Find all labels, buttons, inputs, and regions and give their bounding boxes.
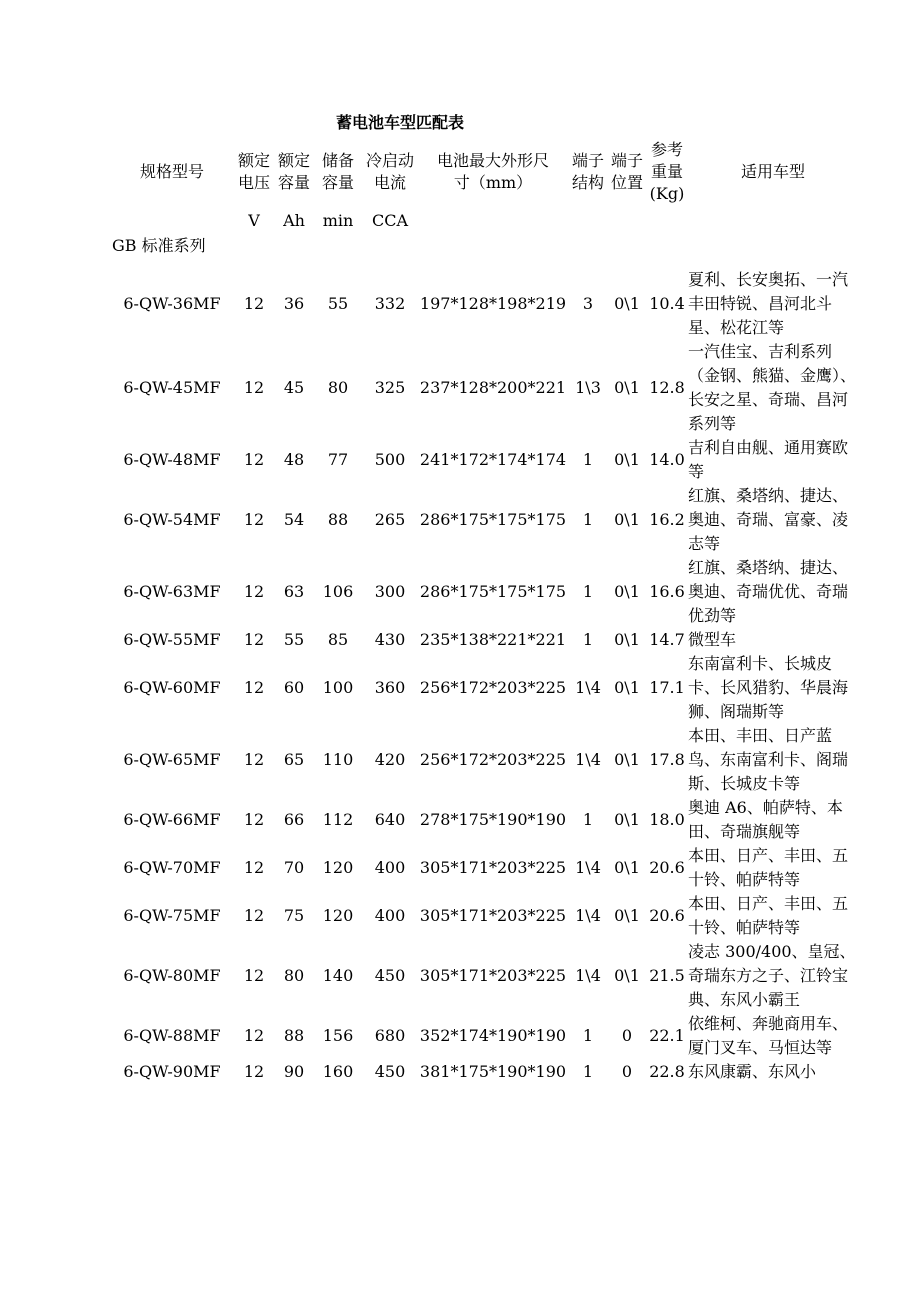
cell-structure: 1	[582, 450, 594, 469]
header-cca	[362, 136, 418, 208]
header-terminal-position	[608, 136, 646, 208]
cell-voltage: 12	[243, 750, 265, 769]
header-weight-line1: 参考	[650, 140, 683, 159]
cell-model: 6-QW-55MF	[123, 630, 221, 649]
cell-weight: 14.0	[649, 450, 685, 469]
cell-cca: 400	[374, 906, 406, 925]
units-row	[110, 208, 858, 234]
cell-structure: 1\4	[575, 678, 601, 697]
cell-reserve: 160	[322, 1062, 354, 1081]
cell-weight: 16.2	[649, 510, 685, 529]
cell-structure: 1\4	[575, 858, 601, 877]
header-voltage-line1: 额定	[237, 151, 270, 170]
cell-voltage: 12	[243, 1026, 265, 1045]
cell-voltage: 12	[243, 810, 265, 829]
header-capacity-line2: 容量	[277, 173, 310, 192]
cell-capacity: 88	[283, 1026, 305, 1045]
table-row	[110, 484, 858, 556]
header-weight-line2: 重量	[650, 162, 683, 181]
cell-weight: 10.4	[649, 294, 685, 313]
cell-position: 0\1	[614, 750, 640, 769]
table-row	[110, 940, 858, 1012]
cell-position: 0	[621, 1026, 633, 1045]
cell-capacity: 65	[283, 750, 305, 769]
cell-model: 6-QW-88MF	[123, 1026, 221, 1045]
cell-cca: 360	[374, 678, 406, 697]
cell-dimension: 286*175*175*175	[419, 510, 567, 529]
header-vehicles-label: 适用车型	[740, 162, 805, 181]
cell-vehicles: 本田、日产、丰田、五十铃、帕萨特等	[688, 894, 849, 937]
cell-reserve: 106	[322, 582, 354, 601]
cell-weight: 20.6	[649, 906, 685, 925]
header-model-label: 规格型号	[139, 162, 204, 181]
cell-position: 0\1	[614, 582, 640, 601]
units-rest-empty	[418, 208, 858, 234]
table-row	[110, 892, 858, 940]
cell-position: 0\1	[614, 378, 640, 397]
header-voltage-line2: 电压	[237, 173, 270, 192]
cell-dimension: 381*175*190*190	[419, 1062, 567, 1081]
cell-cca: 430	[374, 630, 406, 649]
header-reserve	[314, 136, 362, 208]
cell-vehicles: 一汽佳宝、吉利系列（金钢、熊猫、金鹰）、长安之星、奇瑞、昌河系列等	[688, 342, 857, 433]
cell-cca: 680	[374, 1026, 406, 1045]
cell-structure: 1\4	[575, 966, 601, 985]
cell-cca: 300	[374, 582, 406, 601]
cell-position: 0\1	[614, 630, 640, 649]
cell-weight: 16.6	[649, 582, 685, 601]
cell-weight: 22.8	[649, 1062, 685, 1081]
header-terminal-position-line2: 位置	[610, 173, 643, 192]
cell-weight: 22.1	[649, 1026, 685, 1045]
cell-structure: 1\4	[575, 750, 601, 769]
cell-dimension: 305*171*203*225	[419, 966, 567, 985]
cell-vehicles: 凌志 300/400、皇冠、奇瑞东方之子、江铃宝典、东风小霸王	[688, 942, 856, 1009]
cell-voltage: 12	[243, 378, 265, 397]
cell-capacity: 66	[283, 810, 305, 829]
cell-model: 6-QW-70MF	[123, 858, 221, 877]
header-weight-line3: (Kg)	[649, 184, 685, 203]
cell-structure: 1	[582, 1026, 594, 1045]
table-row	[110, 844, 858, 892]
cell-vehicles: 东南富利卡、长城皮卡、长风猎豹、华晨海狮、阁瑞斯等	[688, 654, 849, 721]
header-row	[110, 136, 858, 208]
table-row	[110, 796, 858, 844]
header-terminal-structure-line1: 端子	[571, 151, 604, 170]
cell-cca: 450	[374, 1062, 406, 1081]
cell-weight: 17.8	[649, 750, 685, 769]
cell-reserve: 110	[322, 750, 354, 769]
cell-cca: 450	[374, 966, 406, 985]
cell-vehicles: 微型车	[688, 630, 737, 649]
cell-cca: 420	[374, 750, 406, 769]
table-row	[110, 1060, 858, 1084]
cell-weight: 12.8	[649, 378, 685, 397]
cell-position: 0\1	[614, 678, 640, 697]
header-terminal-structure-line2: 结构	[571, 173, 604, 192]
cell-capacity: 45	[283, 378, 305, 397]
cell-model: 6-QW-63MF	[123, 582, 221, 601]
unit-capacity: Ah	[283, 211, 305, 230]
table-row	[110, 1012, 858, 1060]
cell-structure: 1	[582, 582, 594, 601]
cell-reserve: 80	[327, 378, 349, 397]
cell-structure: 1\3	[575, 378, 601, 397]
cell-voltage: 12	[243, 678, 265, 697]
cell-model: 6-QW-90MF	[123, 1062, 221, 1081]
cell-voltage: 12	[243, 858, 265, 877]
cell-capacity: 36	[283, 294, 305, 313]
cell-structure: 1	[582, 810, 594, 829]
cell-weight: 18.0	[649, 810, 685, 829]
cell-reserve: 140	[322, 966, 354, 985]
cell-voltage: 12	[243, 510, 265, 529]
cell-capacity: 60	[283, 678, 305, 697]
cell-voltage: 12	[243, 450, 265, 469]
table-body	[110, 234, 858, 1084]
header-capacity-line1: 额定	[277, 151, 310, 170]
cell-structure: 3	[582, 294, 594, 313]
cell-capacity: 54	[283, 510, 305, 529]
cell-cca: 500	[374, 450, 406, 469]
header-weight	[646, 136, 688, 208]
table-row	[110, 724, 858, 796]
header-voltage	[234, 136, 274, 208]
cell-capacity: 80	[283, 966, 305, 985]
cell-model: 6-QW-54MF	[123, 510, 221, 529]
cell-dimension: 197*128*198*219	[419, 294, 567, 313]
cell-structure: 1	[582, 1062, 594, 1081]
cell-reserve: 55	[327, 294, 349, 313]
series-row	[110, 234, 858, 268]
battery-matching-table	[110, 136, 858, 1084]
cell-cca: 332	[374, 294, 406, 313]
units-model-empty	[110, 208, 234, 234]
cell-dimension: 256*172*203*225	[419, 750, 567, 769]
cell-dimension: 352*174*190*190	[419, 1026, 567, 1045]
cell-weight: 14.7	[649, 630, 685, 649]
cell-position: 0\1	[614, 906, 640, 925]
cell-vehicles: 依维柯、奔驰商用车、厦门叉车、马恒达等	[688, 1014, 849, 1057]
cell-structure: 1\4	[575, 906, 601, 925]
cell-model: 6-QW-36MF	[123, 294, 221, 313]
header-cca-line1: 冷启动	[365, 151, 414, 170]
header-cca-line2: 电流	[373, 173, 406, 192]
table-row	[110, 340, 858, 436]
cell-dimension: 278*175*190*190	[419, 810, 567, 829]
cell-capacity: 75	[283, 906, 305, 925]
cell-reserve: 120	[322, 906, 354, 925]
cell-dimension: 237*128*200*221	[419, 378, 567, 397]
cell-weight: 17.1	[649, 678, 685, 697]
cell-reserve: 156	[322, 1026, 354, 1045]
series-label: GB 标准系列	[112, 236, 206, 255]
cell-cca: 400	[374, 858, 406, 877]
cell-structure: 1	[582, 630, 594, 649]
table-title: 蓄电池车型匹配表	[335, 113, 464, 132]
cell-model: 6-QW-75MF	[123, 906, 221, 925]
cell-vehicles: 本田、丰田、日产蓝鸟、东南富利卡、阁瑞斯、长城皮卡等	[688, 726, 849, 793]
cell-model: 6-QW-66MF	[123, 810, 221, 829]
header-reserve-line2: 容量	[321, 173, 354, 192]
cell-position: 0\1	[614, 810, 640, 829]
header-dimension	[418, 136, 568, 208]
header-terminal-structure	[568, 136, 608, 208]
header-dimension-line2: 寸（mm）	[453, 173, 533, 192]
cell-dimension: 235*138*221*221	[419, 630, 567, 649]
cell-vehicles: 吉利自由舰、通用赛欧等	[688, 438, 849, 481]
cell-vehicles: 东风康霸、东风小	[688, 1062, 817, 1081]
cell-reserve: 85	[327, 630, 349, 649]
cell-vehicles: 夏利、长安奥拓、一汽丰田特锐、昌河北斗星、松花江等	[688, 270, 849, 337]
table-row	[110, 436, 858, 484]
cell-voltage: 12	[243, 582, 265, 601]
cell-position: 0\1	[614, 450, 640, 469]
cell-vehicles: 本田、日产、丰田、五十铃、帕萨特等	[688, 846, 849, 889]
cell-dimension: 305*171*203*225	[419, 906, 567, 925]
cell-reserve: 77	[327, 450, 349, 469]
cell-model: 6-QW-80MF	[123, 966, 221, 985]
cell-weight: 21.5	[649, 966, 685, 985]
cell-capacity: 70	[283, 858, 305, 877]
cell-model: 6-QW-45MF	[123, 378, 221, 397]
cell-capacity: 63	[283, 582, 305, 601]
cell-voltage: 12	[243, 294, 265, 313]
table-row	[110, 628, 858, 652]
cell-reserve: 100	[322, 678, 354, 697]
cell-capacity: 90	[283, 1062, 305, 1081]
header-dimension-line1: 电池最大外形尺	[436, 151, 549, 170]
cell-model: 6-QW-65MF	[123, 750, 221, 769]
cell-position: 0\1	[614, 294, 640, 313]
cell-position: 0\1	[614, 510, 640, 529]
unit-voltage: V	[248, 211, 260, 230]
cell-voltage: 12	[243, 966, 265, 985]
table-row	[110, 268, 858, 340]
cell-structure: 1	[582, 510, 594, 529]
cell-dimension: 241*172*174*174	[419, 450, 567, 469]
table-row	[110, 556, 858, 628]
header-capacity	[274, 136, 314, 208]
cell-position: 0\1	[614, 858, 640, 877]
cell-voltage: 12	[243, 630, 265, 649]
unit-cca: CCA	[371, 211, 409, 230]
cell-reserve: 120	[322, 858, 354, 877]
header-vehicles	[688, 136, 858, 208]
cell-dimension: 286*175*175*175	[419, 582, 567, 601]
cell-vehicles: 红旗、桑塔纳、捷达、奥迪、奇瑞、富豪、凌志等	[688, 486, 849, 553]
header-model	[110, 136, 234, 208]
cell-reserve: 112	[322, 810, 354, 829]
header-terminal-position-line1: 端子	[610, 151, 643, 170]
table-row	[110, 652, 858, 724]
cell-voltage: 12	[243, 906, 265, 925]
cell-weight: 20.6	[649, 858, 685, 877]
cell-position: 0	[621, 1062, 633, 1081]
cell-model: 6-QW-60MF	[123, 678, 221, 697]
cell-voltage: 12	[243, 1062, 265, 1081]
header-reserve-line1: 储备	[321, 151, 354, 170]
cell-dimension: 305*171*203*225	[419, 858, 567, 877]
cell-vehicles: 红旗、桑塔纳、捷达、奥迪、奇瑞优优、奇瑞优劲等	[688, 558, 849, 625]
unit-reserve: min	[322, 211, 354, 230]
cell-cca: 640	[374, 810, 406, 829]
cell-position: 0\1	[614, 966, 640, 985]
cell-cca: 265	[374, 510, 406, 529]
cell-reserve: 88	[327, 510, 349, 529]
cell-cca: 325	[374, 378, 406, 397]
cell-capacity: 48	[283, 450, 305, 469]
cell-capacity: 55	[283, 630, 305, 649]
cell-dimension: 256*172*203*225	[419, 678, 567, 697]
cell-model: 6-QW-48MF	[123, 450, 221, 469]
cell-vehicles: 奥迪 A6、帕萨特、本田、奇瑞旗舰等	[688, 798, 843, 841]
